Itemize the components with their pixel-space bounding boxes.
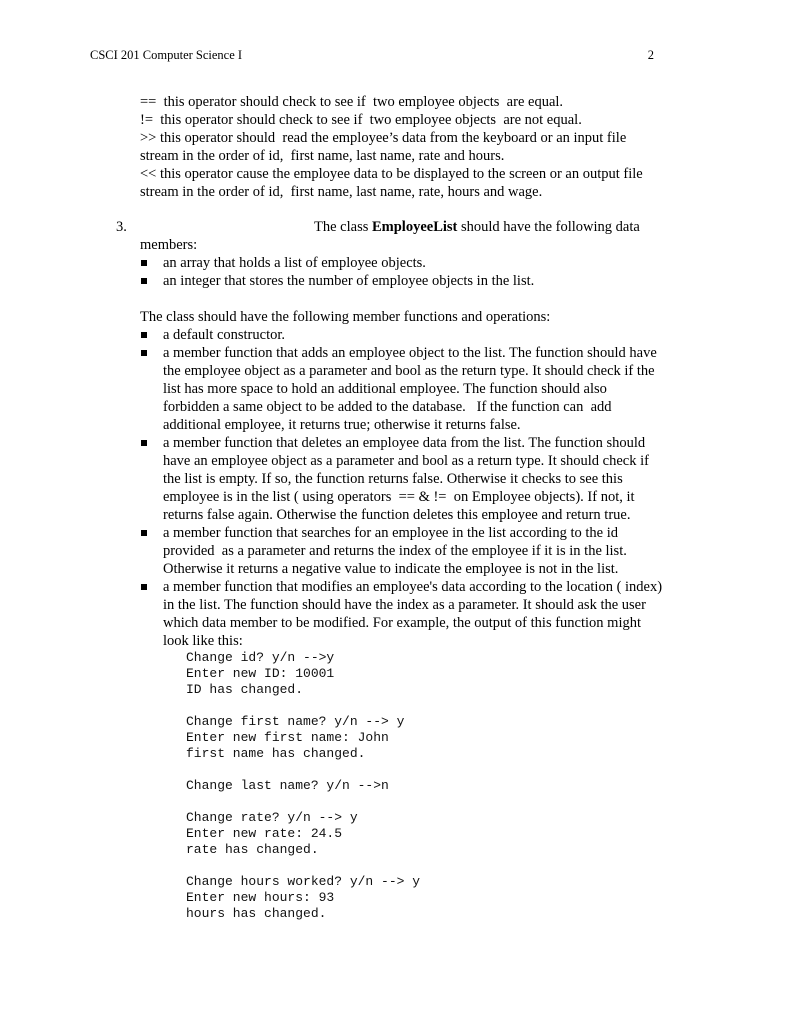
section-title [314,218,640,236]
example-output-code [186,650,706,922]
list-item-text: additional employee, it returns true; otherwise it returns false. [163,417,521,433]
operator-line: << this operator cause the employee data to be displayed to the screen or an output file [140,166,643,182]
bullet-square-icon [141,278,147,284]
list-item-text: returns false again. Otherwise the function deletes this employee and return true. [163,507,631,523]
operator-line: >> this operator should read the employee’s data from the keyboard or an input file [140,130,627,146]
section-number: 3. [116,219,127,235]
bullet-square-icon [141,530,147,536]
operator-line: stream in the order of id, first name, last name, rate, hours and wage. [140,184,543,200]
data-members-list [116,254,706,290]
operator-line: == this operator should check to see if two employee objects are equal. [140,94,564,110]
code-line: Enter new rate: 24.5 [186,826,343,841]
section-title-continued: members: [140,237,198,253]
list-item [116,524,706,578]
page-header [90,46,654,64]
bullet-square-icon [141,350,147,356]
list-item-text: employee is in the list ( using operators == & != on Employee objects). If not, it [163,489,635,505]
list-item-text: Otherwise it returns a negative value to indicate the employee is not in the list. [163,561,619,577]
code-line: Change first name? y/n --> y [186,714,405,729]
list-item-text: a member function that deletes an employee data from the list. The function should [163,435,646,451]
section-3 [116,218,706,922]
section-heading [116,218,706,236]
bullet-square-icon [141,260,147,266]
bullet-square-icon [141,584,147,590]
list-item-text: list has more space to hold an additional employee. The function should also [163,381,607,397]
bullet-square-icon [141,440,147,446]
member-functions-list [116,326,706,650]
code-line: Change hours worked? y/n --> y [186,874,421,889]
code-line: hours has changed. [186,906,327,921]
code-line: Enter new first name: John [186,730,389,745]
list-item-text: the employee object as a parameter and bool as the return type. It should check if the [163,363,655,379]
operator-line: stream in the order of id, first name, last name, rate and hours. [140,148,505,164]
code-line: Enter new hours: 93 [186,890,335,905]
list-item-text: a member function that adds an employee object to the list. The function should have [163,345,657,361]
list-item-text: a member function that searches for an employee in the list according to the id [163,525,618,541]
functions-intro: The class should have the following member functions and operations: [140,309,551,325]
list-item-text: a member function that modifies an employee's data according to the location ( index) [163,579,663,595]
list-item [116,254,706,272]
list-item-text: provided as a parameter and returns the index of the employee if it is in the list. [163,543,627,559]
list-item [116,326,706,344]
code-line: first name has changed. [186,746,366,761]
bullet-square-icon [141,332,147,338]
page-number: 2 [647,48,654,62]
list-item-text: the list is empty. If so, the function returns false. Otherwise it checks to see this [163,471,623,487]
list-item [116,578,706,650]
operator-line: != this operator should check to see if two employee objects are not equal. [140,112,582,128]
list-item-text: a default constructor. [163,327,285,343]
list-item [116,434,706,524]
list-item-text: look like this: [163,633,243,649]
title-prefix: The class [314,219,372,235]
code-line: Change last name? y/n -->n [186,778,389,793]
code-line: ID has changed. [186,682,304,697]
title-suffix: should have the following data [457,219,640,235]
list-item-text: in the list. The function should have the index as a parameter. It should ask the user [163,597,646,613]
list-item [116,344,706,434]
class-name-bold: EmployeeList [371,219,458,235]
code-line: rate has changed. [186,842,319,857]
list-item-text: an array that holds a list of employee objects. [163,255,426,271]
list-item [116,272,706,290]
code-line: Change id? y/n -->y [186,650,335,665]
list-item-text: forbidden a same object to be added to the database. If the function can add [163,399,612,415]
course-title: CSCI 201 Computer Science I [90,48,243,62]
list-item-text: an integer that stores the number of employee objects in the list. [163,273,535,289]
list-item-text: which data member to be modified. For example, the output of this function might [163,615,641,631]
operator-descriptions [140,93,700,201]
list-item-text: have an employee object as a parameter and bool as a return type. It should check if [163,453,649,469]
code-line: Enter new ID: 10001 [186,666,335,681]
code-line: Change rate? y/n --> y [186,810,358,825]
